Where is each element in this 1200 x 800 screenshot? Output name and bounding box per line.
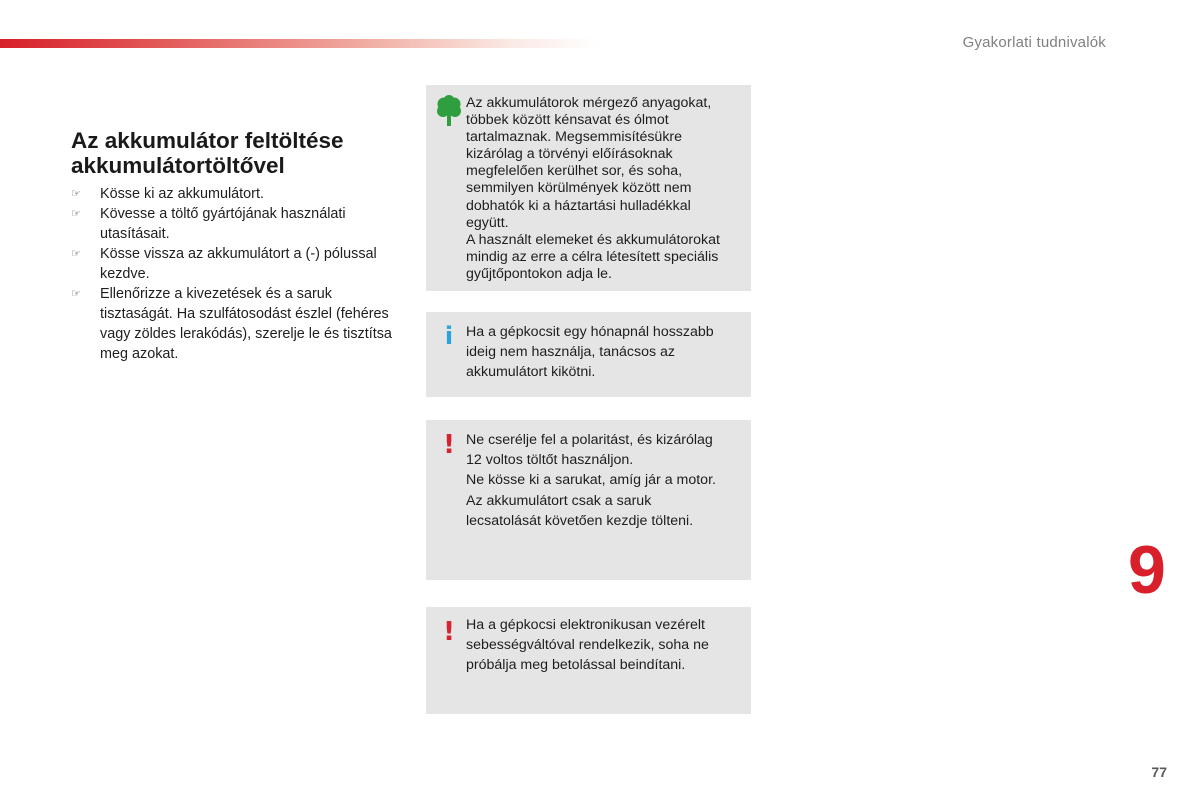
warning-note-box (426, 420, 751, 580)
warning-note-text: Ha a gépkocsi elektronikusan vezérelt sebességváltóval rendelkezik, soha ne próbálja meg betolással beindítani. (466, 617, 709, 673)
pointing-hand-icon: ☞ (71, 288, 81, 300)
info-note-box (426, 312, 751, 397)
list-item-text: Kövesse a töltő gyártójának használati utasításait. (100, 206, 346, 242)
warning-icon: ! (443, 430, 455, 460)
pointing-hand-icon: ☞ (71, 248, 81, 260)
list-item (71, 184, 406, 204)
list-item (71, 204, 406, 244)
list-item-text: Kösse vissza az akkumulátort a (-) pólussal kezdve. (100, 246, 377, 282)
info-note-text: Ha a gépkocsit egy hónapnál hosszabb ideig nem használja, tanácsos az akkumulátort kikötni. (466, 324, 714, 380)
list-item (71, 284, 406, 364)
header-title: Gyakorlati tudnivalók (962, 34, 1106, 51)
info-icon: i (444, 322, 454, 350)
warning-note-text: Ne cserélje fel a polaritást, és kizárólag 12 voltos töltőt használjon. Ne kösse ki a sarukat, amíg jár a motor. Az akkumulátort csak a saruk lecsatolását követően kezdje tölteni. (466, 432, 716, 529)
warning-icon: ! (443, 617, 455, 647)
page-number: 77 (1151, 764, 1167, 780)
pointing-hand-icon: ☞ (71, 208, 81, 220)
list-item-text: Ellenőrizze a kivezetések és a saruk tisztaságát. Ha szulfátosodást észlel (fehéres vagy zöldes lerakódás), szerelje le és tisztítsa meg azokat. (100, 286, 392, 362)
environment-note-box (426, 85, 751, 291)
chapter-number: 9 (1128, 532, 1166, 608)
steps-list (71, 184, 406, 364)
pointing-hand-icon: ☞ (71, 188, 81, 200)
tree-icon (436, 95, 462, 127)
header-accent-bar (0, 39, 600, 48)
section-title: Az akkumulátor feltöltése akkumulátortöltővel (71, 128, 344, 178)
warning-note-box (426, 607, 751, 714)
list-item (71, 244, 406, 284)
environment-note-text: Az akkumulátorok mérgező anyagokat, többek között kénsavat és ólmot tartalmaznak. Megsemmisítésükre kizárólag a törvényi előírásoknak megfelelően kerülhet sor, és soha, semmilyen körülmények között nem dobhatók ki a háztartási hulladékkal együtt. A használt elemeket és akkumulátorokat mindig az erre a célra létesített speciális gyűjtőpontokon adja le. (466, 95, 720, 282)
list-item-text: Kösse ki az akkumulátort. (100, 186, 264, 202)
